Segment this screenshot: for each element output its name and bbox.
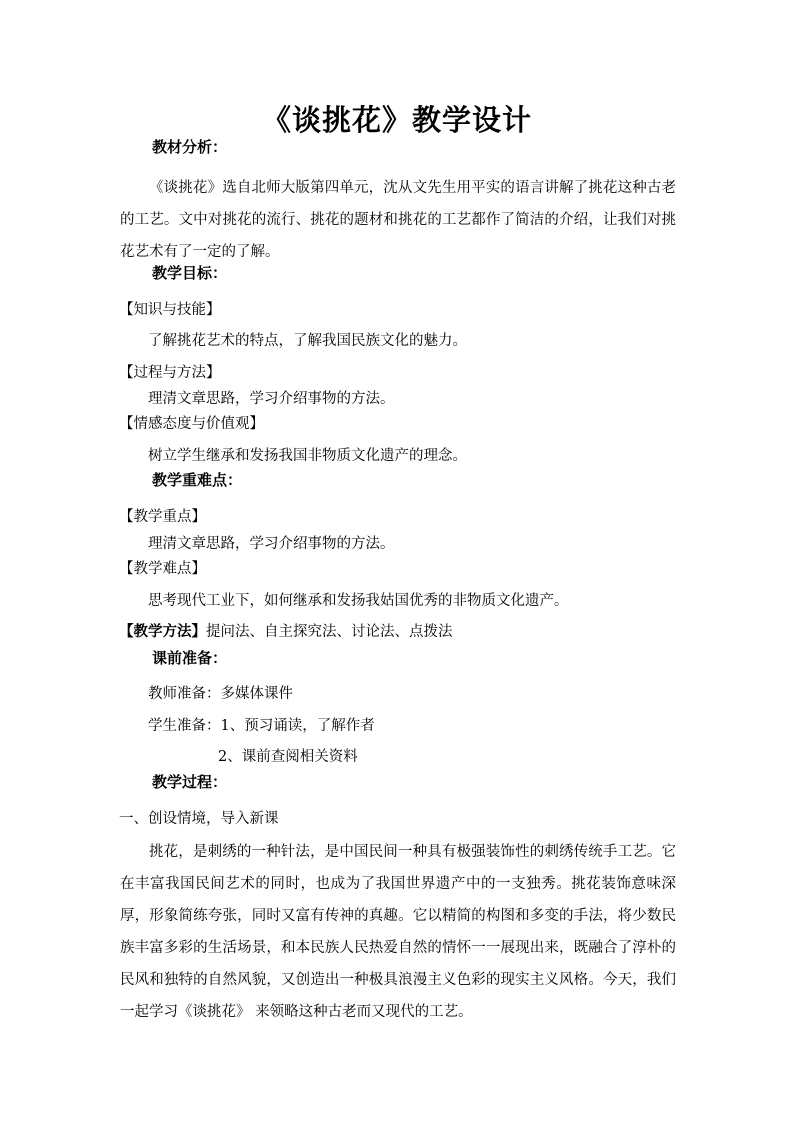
focus-text: 理清文章思路，学习介绍事物的方法。 xyxy=(148,536,395,552)
emotion-label: 【情感态度与价值观】 xyxy=(119,416,264,432)
knowledge-label: 【知识与技能】 xyxy=(119,302,221,318)
analysis-heading: 教材分析： xyxy=(152,138,228,156)
process-method-text: 理清文章思路，学习介绍事物的方法。 xyxy=(148,391,395,407)
process-method-label: 【过程与方法】 xyxy=(119,365,221,381)
document-title: 《谈挑花》教学设计 xyxy=(261,103,532,137)
process-heading: 教学过程： xyxy=(152,773,228,791)
step1-title: 一、创设情境，导入新课 xyxy=(119,811,279,827)
difficulty-text: 思考现代工业下，如何继承和发扬我姑国优秀的非物质文化遗产。 xyxy=(148,593,569,609)
student-prep-1: 学生准备：1、预习诵读，了解作者 xyxy=(148,718,375,734)
goals-heading: 教学目标： xyxy=(152,264,228,282)
knowledge-text: 了解挑花艺术的特点，了解我国民族文化的魅力。 xyxy=(148,333,467,349)
student-prep-2: 2、课前查阅相关资料 xyxy=(218,749,358,765)
method-label: 【教学方法】 xyxy=(119,623,206,640)
teacher-prep: 教师准备：多媒体课件 xyxy=(148,686,293,702)
step1-paragraph: 挑花，是刺绣的一种针法，是中国民间一种具有极强装饰性的刺绣传统手工艺。它在丰富我国民间艺术的同时，也成为了我国世界遗产中的一支独秀。挑花装饰意味深厚，形象简练夸张，同时又富有传神的真趣。它以精简的构图和多变的手法，将少数民族丰富多彩的生活场景，和本民族人民热爱自然的情怀一一展现出来，既融合了淳朴的民风和独特的自然风貌，又创造出一种极具浪漫主义色彩的现实主义风格。今天，我们一起学习《谈挑花》 来领略这种古老而又现代的工艺。 xyxy=(120,844,676,1020)
keypoints-heading: 教学重难点： xyxy=(152,471,243,489)
difficulty-label: 【教学难点】 xyxy=(119,561,206,577)
focus-label: 【教学重点】 xyxy=(119,509,206,525)
emotion-text: 树立学生继承和发扬我国非物质文化遗产的理念。 xyxy=(148,448,467,464)
method-text: 提问法、自主探究法、讨论法、点拨法 xyxy=(206,624,453,640)
teaching-method-line xyxy=(119,622,453,642)
analysis-paragraph: 《谈挑花》选自北师大版第四单元，沈从文先生用平实的语言讲解了挑花这种古老的工艺。文中对挑花的流行、挑花的题材和挑花的工艺都作了简洁的介绍，让我们对挑花艺术有了一定的了解。 xyxy=(120,180,676,260)
prep-heading: 课前准备： xyxy=(152,649,228,667)
